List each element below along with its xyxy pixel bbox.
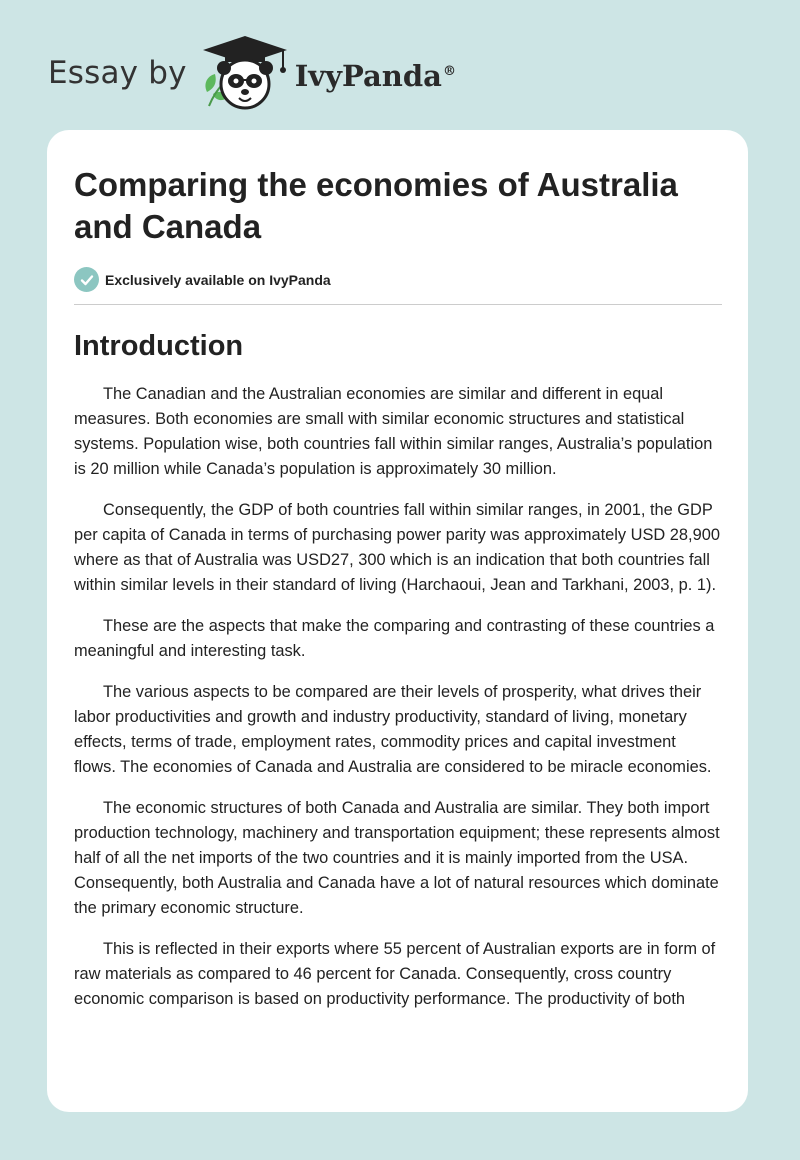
paragraph: Consequently, the GDP of both countries fall within similar ranges, in 2001, the GDP per capita of Canada in terms of purchasing power parity was approximately USD 28,900 where as that of Australia was USD27, 300 which is an indication that both countries fall within similar levels in their standard of living (Harchaoui, Jean and Tarkhani, 2003, p. 1). xyxy=(74,501,720,594)
panda-graduate-logo-icon[interactable] xyxy=(199,34,291,114)
paragraph: This is reflected in their exports where 55 percent of Australian exports are in form of raw materials as compared to 46 percent for Canada. Consequently, cross country economic comparison is based on productivity performance. The productivity of both xyxy=(74,940,716,1008)
paragraph: The economic structures of both Canada and Australia are similar. They both import production technology, machinery and transportation equipment; these represents almost half of all the net imports of the two countries and it is mainly imported from the USA. Consequently, both Australia and Canada have a lot of natural resources which dominate the primary economic structure. xyxy=(74,799,720,917)
essay-title: Comparing the economies of Australia and Canada xyxy=(74,166,678,245)
paragraph: These are the aspects that make the comparing and contrasting of these countries a meaningful and interesting task. xyxy=(74,617,715,660)
essay-card xyxy=(47,130,748,1112)
paragraph: The various aspects to be compared are their levels of prosperity, what drives their labor productivities and growth and industry productivity, standard of living, monetary effects, terms of trade, employment rates, commodity prices and capital investment flows. The economies of Canada and Australia are considered to be miracle economies. xyxy=(74,683,712,776)
essay-by-label: Essay by xyxy=(48,55,187,91)
check-circle-icon xyxy=(74,267,99,292)
essay-body xyxy=(74,382,722,1012)
badge-label: Exclusively available on IvyPanda xyxy=(105,271,331,288)
registered-mark: ® xyxy=(442,64,456,80)
brand-name[interactable]: IvyPanda® xyxy=(294,59,456,93)
paragraph: The Canadian and the Australian economies are similar and different in equal measures. Both economies are small with similar economic structures and statistical systems. Population wise, both countries fall within similar ranges, Australia’s population is 20 million while Canada’s population is approximately 30 million. xyxy=(74,385,713,478)
title-divider xyxy=(74,304,722,305)
section-heading: Introduction xyxy=(74,330,244,362)
site-header xyxy=(48,34,456,114)
exclusive-badge xyxy=(74,267,722,292)
